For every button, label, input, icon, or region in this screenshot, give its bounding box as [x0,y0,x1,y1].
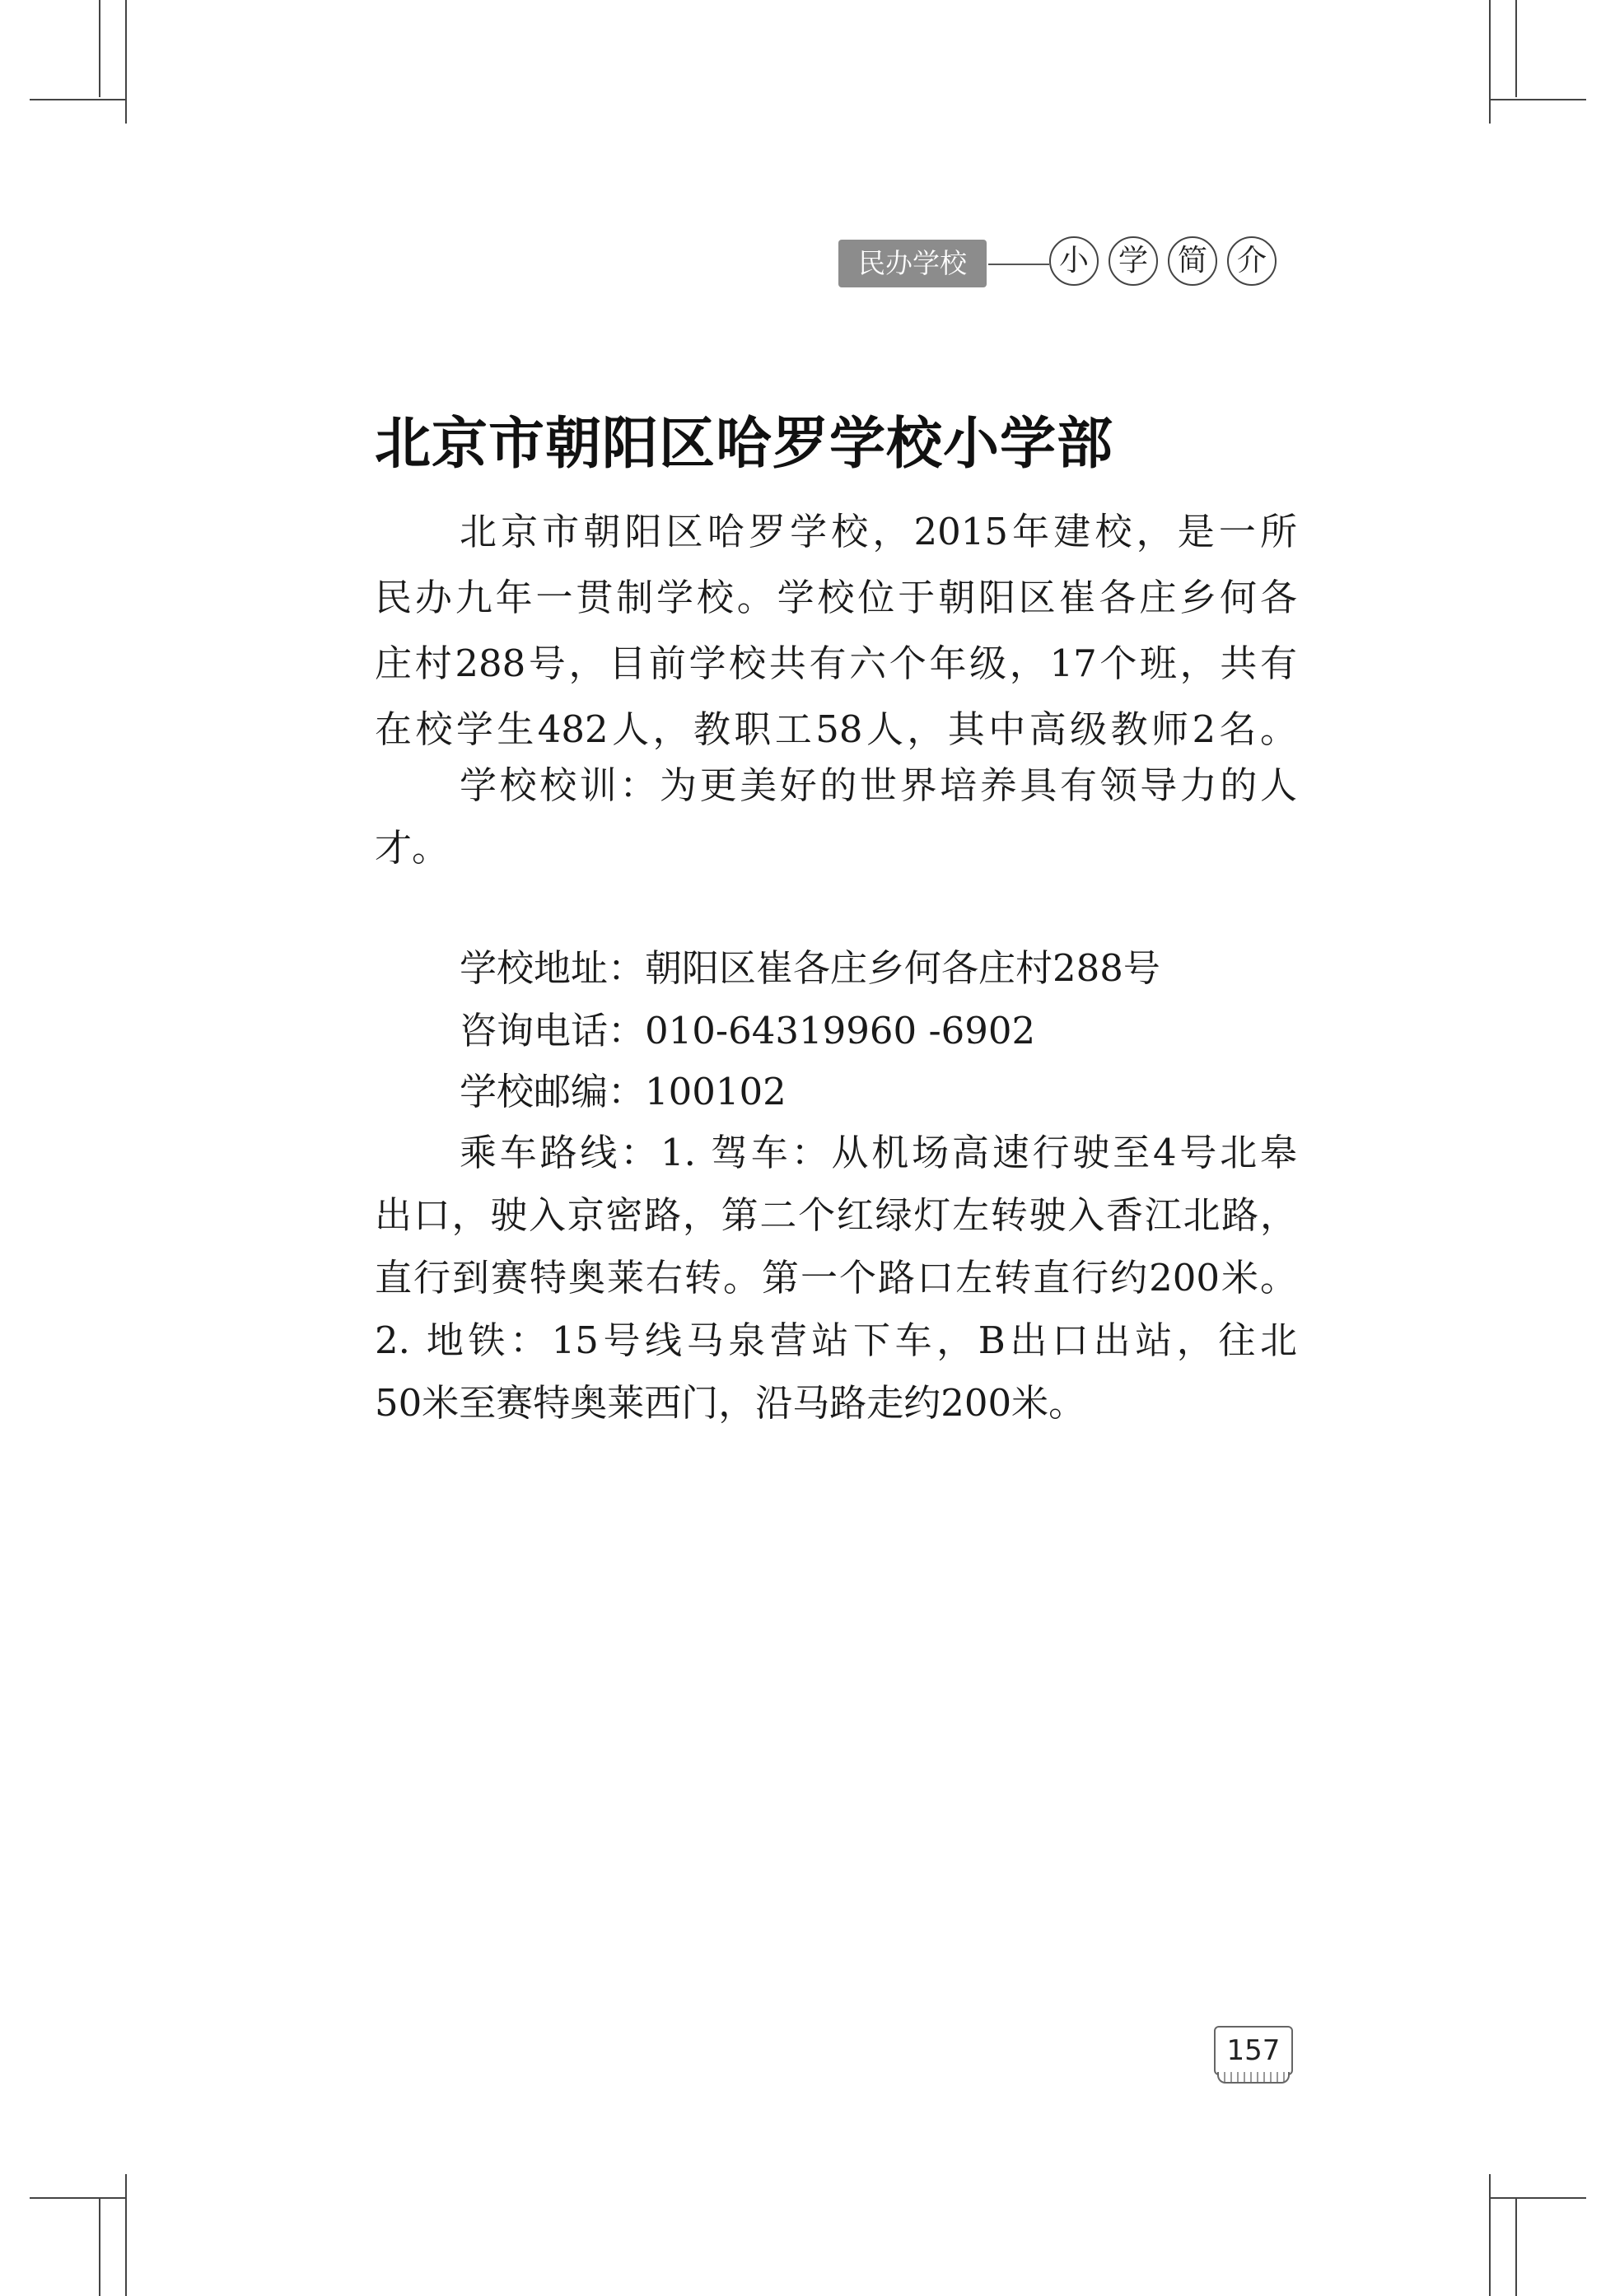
route-line: 乘车路线：1. 驾车：从机场高速行驶至4号北皋 [460,1131,1297,1174]
intro-line: 民办九年一贯制学校。学校位于朝阳区崔各庄乡何各 [375,576,1297,619]
section-title [1049,236,1277,286]
intro-line: 庄村288号，目前学校共有六个年级，17个班，共有 [375,642,1297,685]
crop-mark [1515,0,1517,97]
crop-mark [99,0,100,97]
intro-line: 北京市朝阳区哈罗学校，2015年建校，是一所 [460,510,1297,553]
category-tag: 民办学校 [838,240,987,287]
postcode-line: 学校邮编：100102 [460,1070,786,1113]
route-line: 2. 地铁：15号线马泉营站下车，B出口出站，往北 [375,1318,1297,1362]
crop-mark [30,99,127,100]
crop-mark [125,2174,127,2296]
section-char: 学 [1109,236,1158,286]
crop-mark [1489,0,1491,124]
book-icon [1217,2072,1290,2084]
route-line: 直行到赛特奥莱右转。第一个路口左转直行约200米。 [375,1256,1297,1300]
route-line: 50米至赛特奥莱西门，沿马路走约200米。 [375,1381,1086,1425]
address-line: 学校地址：朝阳区崔各庄乡何各庄村288号 [460,946,1160,990]
crop-mark [1515,2199,1517,2296]
page-number [1214,2026,1296,2085]
intro-line: 在校学生482人，教职工58人，其中高级教师2名。 [375,707,1297,751]
header-rule [988,264,1049,265]
crop-mark [30,2197,127,2199]
page-number-value: 157 [1214,2026,1293,2075]
running-header [838,233,1283,292]
page-title: 北京市朝阳区哈罗学校小学部 [375,412,1114,477]
route-line: 出口，驶入京密路，第二个红绿灯左转驶入香江北路， [375,1193,1297,1237]
motto-line: 学校校训：为更美好的世界培养具有领导力的人 [460,763,1297,807]
motto-line: 才。 [375,826,450,870]
crop-mark [125,0,127,124]
section-char: 介 [1227,236,1277,286]
crop-mark [99,2199,100,2296]
crop-mark [1489,2174,1491,2296]
crop-mark [1489,2197,1586,2199]
section-char: 简 [1168,236,1217,286]
crop-mark [1489,99,1586,100]
phone-line: 咨询电话：010-64319960 -6902 [460,1009,1036,1052]
section-char: 小 [1049,236,1099,286]
